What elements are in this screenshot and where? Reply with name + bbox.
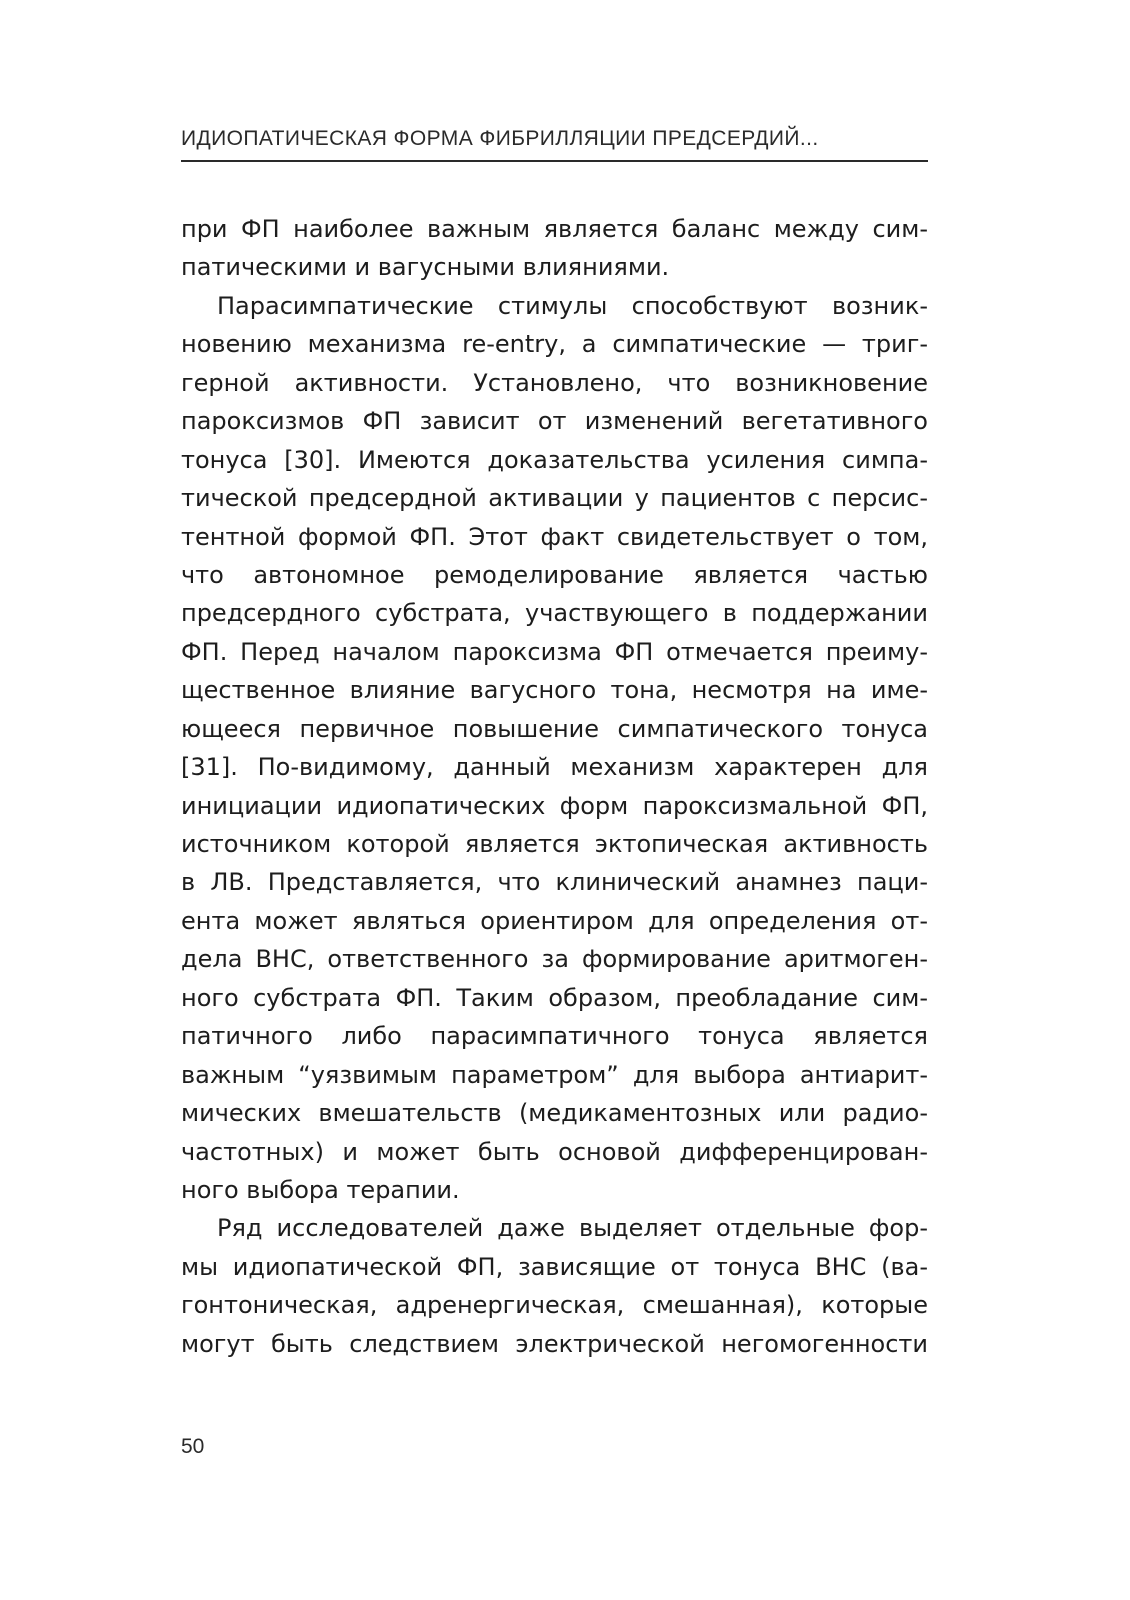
text-line: Парасимпатические стимулы способствуют возник-	[217, 291, 928, 320]
text-line: частотных) и может быть основой дифференцирован-	[181, 1137, 928, 1166]
text-line: могут быть следствием электрической негомогенности	[181, 1329, 928, 1358]
text-line: мы идиопатической ФП, зависящие от тонуса ВНС (ва-	[181, 1252, 928, 1281]
text-line: пароксизмов ФП зависит от изменений вегетативного	[181, 407, 928, 436]
text-line: патическими и вагусными влияниями.	[181, 253, 670, 282]
text-line: гонтоническая, адренергическая, смешанная), которые	[181, 1291, 928, 1320]
text-line: ента может являться ориентиром для определения от-	[181, 906, 928, 935]
text-line: ного выбора терапии.	[181, 1175, 460, 1204]
text-line: источником которой является эктопическая активность	[181, 830, 928, 858]
text-line: тической предсердной активации у пациентов с персис-	[181, 484, 928, 513]
text-line: тентной формой ФП. Этот факт свидетельствует о том,	[181, 522, 928, 551]
text-line: Ряд исследователей даже выделяет отдельные фор-	[217, 1214, 928, 1243]
text-line: при ФП наиболее важным является баланс между сим-	[181, 215, 928, 243]
text-line: ФП. Перед началом пароксизма ФП отмечается преиму-	[181, 637, 928, 666]
running-header: ИДИОПАТИЧЕСКАЯ ФОРМА ФИБРИЛЛЯЦИИ ПРЕДСЕРДИЙ...	[181, 127, 819, 150]
body-text	[181, 210, 928, 1363]
text-line: новению механизма re-entry, а симпатические — триг-	[181, 330, 928, 359]
paragraph-3	[181, 1209, 928, 1363]
text-line: что автономное ремоделирование является частью	[181, 560, 928, 589]
text-line: герной активности. Установлено, что возникновение	[181, 368, 928, 397]
text-line: щественное влияние вагусного тона, несмотря на име-	[181, 676, 928, 705]
text-line: инициации идиопатических форм пароксизмальной ФП,	[181, 791, 928, 820]
text-line: дела ВНС, ответственного за формирование аритмоген-	[181, 945, 928, 974]
header-rule	[181, 160, 928, 162]
page-number: 50	[181, 1435, 205, 1458]
text-line: [31]. По-видимому, данный механизм характерен для	[181, 753, 928, 782]
paragraph-2	[181, 287, 928, 1210]
paragraph-1	[181, 210, 928, 287]
text-line: важным “уязвимым параметром” для выбора антиарит-	[181, 1060, 928, 1089]
text-line: ного субстрата ФП. Таким образом, преобладание сим-	[181, 983, 928, 1012]
text-line: предсердного субстрата, участвующего в поддержании	[181, 599, 928, 628]
text-line: в ЛВ. Представляется, что клинический анамнез паци-	[181, 868, 928, 897]
text-line: ющееся первичное повышение симпатического тонуса	[181, 714, 928, 743]
text-line: тонуса [30]. Имеются доказательства усиления симпа-	[181, 445, 928, 474]
text-line: патичного либо парасимпатичного тонуса является	[181, 1022, 928, 1051]
text-line: мических вмешательств (медикаментозных или радио-	[181, 1099, 928, 1128]
